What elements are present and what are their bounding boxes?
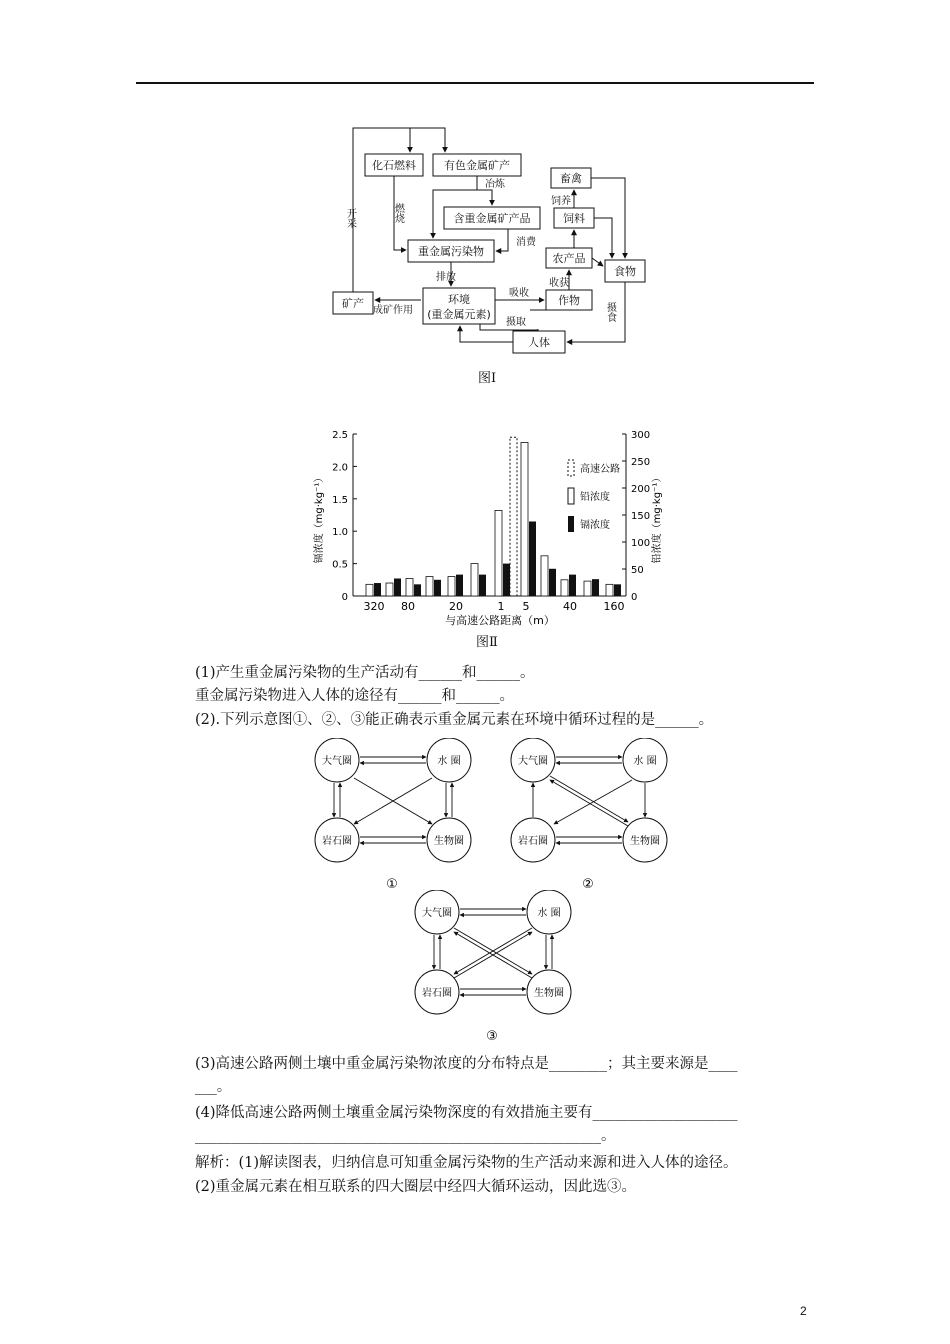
cadmium-bar bbox=[456, 575, 463, 596]
question-3b: ___。 bbox=[195, 1079, 232, 1095]
cycle-arrow bbox=[550, 776, 628, 822]
ytick-right: 0 bbox=[631, 592, 638, 603]
xtick-label: 40 bbox=[563, 600, 577, 613]
ytick-right: 250 bbox=[631, 457, 651, 468]
xtick-label: 320 bbox=[363, 600, 385, 613]
cycle-diagram-label: ② bbox=[582, 877, 594, 892]
cadmium-bar bbox=[434, 580, 441, 596]
ytick-right: 150 bbox=[631, 511, 651, 522]
ytick-left: 2.5 bbox=[332, 430, 348, 441]
question-4b: ________________________________________________________。 bbox=[195, 1128, 616, 1144]
ytick-right: 100 bbox=[631, 538, 651, 549]
livestock-label: 畜禽 bbox=[560, 172, 582, 185]
absorb-label: 吸收 bbox=[509, 288, 529, 299]
cycle-arrow bbox=[550, 780, 628, 826]
discharge-label: 排放 bbox=[436, 272, 456, 283]
ingest-label: 摄食 bbox=[604, 302, 616, 322]
lithosphere-node-label: 岩石圈 bbox=[322, 836, 352, 847]
question-3a: (3)高速公路两侧土壤中重金属污染物浓度的分布特点是________；其主要来源是____ bbox=[195, 1056, 738, 1072]
hydrosphere-node-label: 水 圈 bbox=[437, 756, 461, 767]
answer-1: 解析：(1)解读图表，归纳信息可知重金属污染物的生产活动来源和进入人体的途径。 bbox=[195, 1155, 738, 1171]
lead-bar bbox=[495, 510, 502, 596]
cycle-diagram-3 bbox=[412, 890, 574, 1050]
fossil-fuel-label: 化石燃料 bbox=[372, 159, 416, 172]
hydrosphere-node-label: 水 圈 bbox=[537, 908, 561, 919]
figure-1-flow-diagram bbox=[320, 120, 650, 360]
xtick-label: 160 bbox=[603, 600, 625, 613]
cadmium-bar bbox=[569, 575, 576, 596]
ytick-left: 0 bbox=[341, 592, 348, 603]
human-label: 人体 bbox=[528, 336, 550, 349]
xtick-label: 20 bbox=[449, 600, 463, 613]
xtick-label: 5 bbox=[522, 600, 530, 613]
lead-bar bbox=[471, 564, 478, 596]
question-2: (2).下列示意图①、②、③能正确表示重金属元素在环境中循环过程的是______。 bbox=[195, 712, 714, 728]
figure-2-caption: 图Ⅱ bbox=[476, 635, 498, 650]
question-4a: (4)降低高速公路两侧土壤重金属污染物深度的有效措施主要有____________________ bbox=[195, 1105, 738, 1121]
feed-label: 饲料 bbox=[563, 212, 585, 225]
answer-2: (2)重金属元素在相互联系的四大圈层中经四大循环运动，因此选③。 bbox=[195, 1179, 637, 1195]
cadmium-bar bbox=[479, 575, 486, 596]
ytick-left: 1.0 bbox=[332, 527, 348, 539]
cadmium-bar bbox=[592, 579, 599, 596]
heavy-metal-element-label: (重金属元素) bbox=[427, 308, 491, 321]
lead-bar bbox=[561, 580, 568, 596]
hydrosphere-node-label: 水 圈 bbox=[633, 756, 657, 767]
ytick-left: 0.5 bbox=[332, 559, 348, 571]
legend-cadmium: 镉浓度 bbox=[580, 520, 610, 531]
ylabel-left: 镉浓度（mg·kg⁻¹） bbox=[314, 472, 325, 564]
mineral-label: 矿产 bbox=[342, 297, 364, 310]
figure-1-caption: 图Ⅰ bbox=[478, 371, 497, 386]
atmosphere-node-label: 大气圈 bbox=[322, 756, 352, 767]
consumption-label: 消费 bbox=[516, 237, 536, 248]
figure-2-bar-chart bbox=[308, 422, 668, 632]
cadmium-bar bbox=[549, 569, 556, 596]
metal-ore-label: 有色金属矿产 bbox=[444, 159, 510, 172]
burning-label: 燃烧 bbox=[392, 203, 404, 223]
lead-bar bbox=[541, 556, 548, 596]
biosphere-node-label: 生物圈 bbox=[630, 836, 660, 847]
question-1a: (1)产生重金属污染物的生产活动有______和______。 bbox=[195, 665, 535, 681]
biosphere-node-label: 生物圈 bbox=[534, 988, 564, 999]
ytick-right: 200 bbox=[631, 484, 651, 495]
lead-bar bbox=[406, 579, 413, 596]
mining-label: 开采 bbox=[344, 208, 356, 228]
cycle-diagram-label: ③ bbox=[486, 1029, 498, 1044]
lead-bar bbox=[426, 577, 433, 596]
ytick-right: 300 bbox=[631, 430, 651, 441]
lithosphere-node-label: 岩石圈 bbox=[518, 836, 548, 847]
cadmium-bar bbox=[394, 579, 401, 596]
lead-bar bbox=[386, 583, 393, 596]
crop-label: 作物 bbox=[558, 294, 580, 307]
biosphere-node-label: 生物圈 bbox=[434, 836, 464, 847]
atmosphere-node-label: 大气圈 bbox=[518, 756, 548, 767]
page-number: 2 bbox=[800, 1304, 807, 1318]
cadmium-bar bbox=[374, 583, 381, 596]
lead-bar bbox=[584, 581, 591, 596]
ylabel-right: 铅浓度（mg·kg⁻¹） bbox=[652, 472, 663, 564]
harvest-label: 收获 bbox=[549, 278, 569, 289]
pollutant-label: 重金属污染物 bbox=[418, 245, 484, 258]
food-label: 食物 bbox=[614, 265, 636, 278]
ytick-left: 1.5 bbox=[332, 494, 348, 506]
lead-bar bbox=[366, 584, 373, 596]
cycle-diagram-label: ① bbox=[386, 877, 398, 892]
ytick-left: 2.0 bbox=[332, 462, 348, 474]
xtick-label: 1 bbox=[497, 600, 505, 613]
question-1b: 重金属污染物进入人体的途径有______和______。 bbox=[195, 688, 514, 704]
smelting-label: 冶炼 bbox=[485, 179, 505, 190]
legend-highway: 高速公路 bbox=[580, 464, 620, 475]
cadmium-bar bbox=[614, 584, 621, 596]
highway-bar bbox=[510, 437, 517, 596]
cadmium-bar bbox=[414, 584, 421, 596]
cycle-diagram-2 bbox=[508, 738, 670, 898]
lead-bar bbox=[606, 584, 613, 596]
cadmium-bar bbox=[529, 521, 536, 596]
raise-label: 饲养 bbox=[551, 196, 571, 207]
intake-label: 摄取 bbox=[506, 317, 526, 328]
lead-bar bbox=[521, 442, 528, 596]
lead-bar bbox=[448, 577, 455, 596]
mineralization-label: 成矿作用 bbox=[373, 305, 413, 316]
cycle-diagram-1 bbox=[312, 738, 474, 898]
chart-legend bbox=[568, 460, 620, 532]
atmosphere-node-label: 大气圈 bbox=[422, 908, 452, 919]
environment-label: 环境 bbox=[448, 293, 470, 306]
xtick-label: 80 bbox=[401, 600, 415, 613]
legend-lead: 铅浓度 bbox=[580, 492, 610, 503]
metal-products-label: 含重金属矿产品 bbox=[453, 212, 531, 225]
lithosphere-node-label: 岩石圈 bbox=[422, 988, 452, 999]
agri-products-label: 农产品 bbox=[552, 252, 586, 265]
header-rule bbox=[136, 82, 814, 84]
chart-xlabel: 与高速公路距离（m） bbox=[445, 614, 555, 627]
cadmium-bar bbox=[503, 564, 510, 596]
ytick-right: 50 bbox=[631, 565, 644, 576]
